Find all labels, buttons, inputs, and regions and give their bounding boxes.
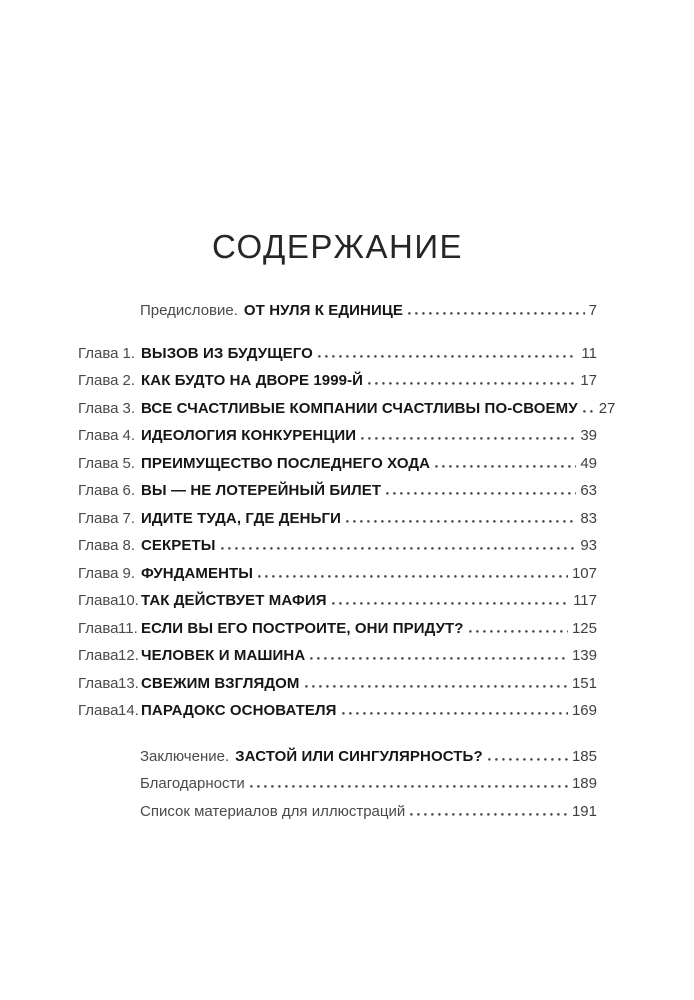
entry-title: ТАК ДЕЙСТВУЕТ МАФИЯ <box>141 592 327 609</box>
page-number: 169 <box>571 702 597 719</box>
page-number: 185 <box>571 747 597 765</box>
chapter-label: Глава <box>78 674 119 692</box>
toc-entry <box>78 450 597 478</box>
dot-leader <box>386 492 576 495</box>
page-number: 39 <box>580 427 597 444</box>
chapter-label: Глава <box>78 619 119 637</box>
chapter-number: 8. <box>122 537 135 554</box>
toc-entry <box>78 340 597 368</box>
page-number: 49 <box>580 454 597 472</box>
front-matter-section <box>78 297 597 325</box>
dot-leader <box>368 382 576 385</box>
page-number: 93 <box>580 537 597 554</box>
chapter-number: 11. <box>118 619 138 637</box>
chapter-number: 3. <box>122 399 135 417</box>
entry-title: ИДИТЕ ТУДА, ГДЕ ДЕНЬГИ <box>141 509 341 527</box>
toc-entry <box>78 587 597 615</box>
chapter-number: 7. <box>122 509 135 527</box>
toc-entry <box>78 798 597 826</box>
chapter-label: Глава <box>78 647 119 664</box>
toc-entry <box>78 743 597 771</box>
chapter-number: 4. <box>122 427 135 444</box>
chapter-label: Глава <box>78 454 119 472</box>
dot-leader <box>250 785 568 788</box>
entry-title: ОТ НУЛЯ К ЕДИНИЦЕ <box>243 302 404 319</box>
entry-title: ФУНДАМЕНТЫ <box>141 564 254 582</box>
page-number: 189 <box>571 775 597 792</box>
toc-entry <box>78 560 597 588</box>
entry-title: Благодарности <box>140 775 245 792</box>
chapters-section <box>78 340 616 725</box>
chapter-number: 13. <box>118 674 139 692</box>
dot-leader <box>305 685 568 688</box>
entry-title: ПАРАДОКС ОСНОВАТЕЛЯ <box>141 702 337 719</box>
page-number: 125 <box>571 619 597 637</box>
entry-title: Список материалов для иллюстраций <box>140 802 406 820</box>
entry-title: ЧЕЛОВЕК И МАШИНА <box>141 647 306 664</box>
page-number: 191 <box>571 802 597 820</box>
toc-entry <box>78 367 597 395</box>
toc-entry <box>78 477 597 505</box>
toc-entry <box>78 697 597 725</box>
chapter-label: Глава <box>78 344 119 362</box>
chapter-number: 14. <box>118 702 139 719</box>
entry-title: ВЫ — НЕ ЛОТЕРЕЙНЫЙ БИЛЕТ <box>141 482 382 499</box>
entry-title: КАК БУДТО НА ДВОРЕ 1999-Й <box>141 372 364 389</box>
toc-entry <box>78 297 597 325</box>
dot-leader <box>258 575 568 578</box>
toc-entry <box>78 395 616 423</box>
chapter-number: 12. <box>118 647 139 664</box>
dot-leader <box>332 602 569 605</box>
entry-prefix: Предисловие. <box>140 302 238 319</box>
chapter-label: Глава <box>78 702 119 719</box>
entry-title: ВСЕ СЧАСТЛИВЫЕ КОМПАНИИ СЧАСТЛИВЫ ПО-СВОЕМУ <box>141 399 578 417</box>
chapter-number: 9. <box>122 564 135 582</box>
dot-leader <box>342 712 568 715</box>
entry-title: ЗАСТОЙ ИЛИ СИНГУЛЯРНОСТЬ? <box>235 747 483 765</box>
dot-leader <box>435 465 576 468</box>
page-title: СОДЕРЖАНИЕ <box>211 228 464 265</box>
toc-entry <box>78 505 597 533</box>
page-number: 117 <box>573 592 597 609</box>
chapter-label: Глава <box>78 372 119 389</box>
chapter-label: Глава <box>78 427 119 444</box>
chapter-label: Глава <box>78 509 119 527</box>
page-number: 7 <box>588 302 597 319</box>
dot-leader <box>469 630 568 633</box>
chapter-label: Глава <box>78 399 119 417</box>
page-number: 139 <box>571 647 597 664</box>
dot-leader <box>221 547 577 550</box>
dot-leader <box>346 520 576 523</box>
page-number: 151 <box>571 674 597 692</box>
table-of-contents <box>78 297 616 825</box>
dot-leader <box>410 813 568 816</box>
dot-leader <box>318 355 578 358</box>
entry-title: ЕСЛИ ВЫ ЕГО ПОСТРОИТЕ, ОНИ ПРИДУТ? <box>141 619 464 637</box>
toc-entry <box>78 422 597 450</box>
toc-entry <box>78 670 597 698</box>
back-matter-section <box>78 743 597 826</box>
chapter-number: 5. <box>122 454 135 472</box>
page-number: 83 <box>580 509 597 527</box>
chapter-label: Глава <box>78 537 119 554</box>
entry-title: ВЫЗОВ ИЗ БУДУЩЕГО <box>141 344 313 362</box>
dot-leader <box>408 312 585 315</box>
entry-title: СВЕЖИМ ВЗГЛЯДОМ <box>141 674 300 692</box>
dot-leader <box>361 437 576 440</box>
page-number: 27 <box>598 399 616 417</box>
chapter-number: 1. <box>122 344 135 362</box>
toc-entry <box>78 770 597 798</box>
toc-entry <box>78 615 597 643</box>
chapter-number: 10. <box>118 592 139 609</box>
toc-entry <box>78 532 597 560</box>
entry-title: ПРЕИМУЩЕСТВО ПОСЛЕДНЕГО ХОДА <box>141 454 431 472</box>
chapter-label: Глава <box>78 482 119 499</box>
page-number: 63 <box>580 482 597 499</box>
entry-title: СЕКРЕТЫ <box>141 537 216 554</box>
chapter-number: 6. <box>122 482 135 499</box>
chapter-label: Глава <box>78 564 119 582</box>
chapter-number: 2. <box>122 372 135 389</box>
page-number: 11 <box>581 344 597 362</box>
entry-prefix: Заключение. <box>140 747 230 765</box>
dot-leader <box>488 758 568 761</box>
chapter-label: Глава <box>78 592 119 609</box>
page-number: 107 <box>571 564 597 582</box>
toc-entry <box>78 642 597 670</box>
dot-leader <box>310 657 568 660</box>
dot-leader <box>583 410 595 413</box>
entry-title: ИДЕОЛОГИЯ КОНКУРЕНЦИИ <box>141 427 357 444</box>
page-number: 17 <box>580 372 597 389</box>
